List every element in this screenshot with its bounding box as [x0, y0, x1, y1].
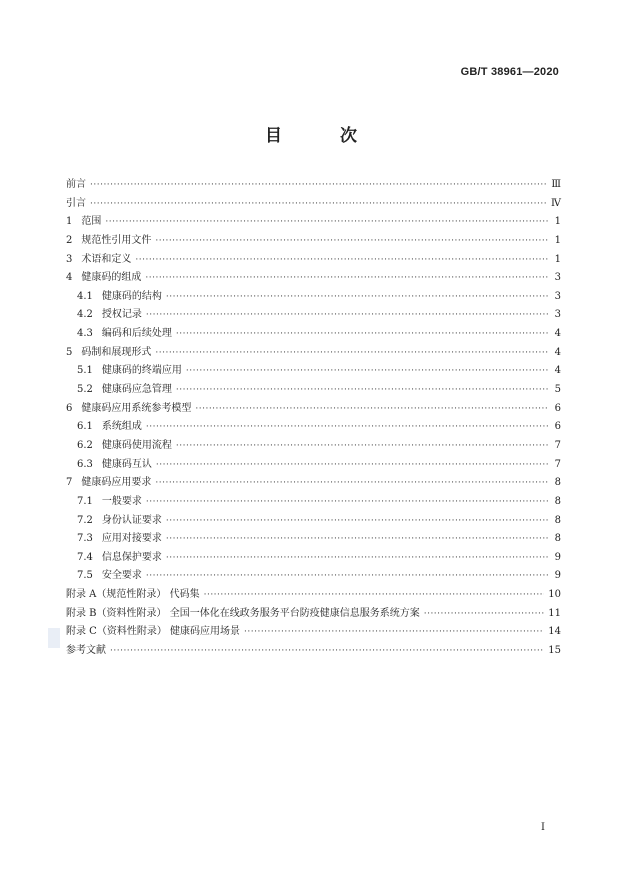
toc-entry-number: 7.1	[77, 495, 93, 507]
toc-leader-dots	[166, 292, 549, 302]
toc-entry-title: 健康码的终端应用	[101, 365, 182, 377]
toc-entry[interactable]	[66, 604, 561, 623]
toc-leader-dots	[176, 385, 549, 395]
toc-entry-title: 附录 C（资料性附录） 健康码应用场景	[66, 626, 241, 638]
toc-entry-number: 4	[66, 272, 73, 284]
toc-entry-title: 健康码的结构	[101, 290, 162, 302]
toc-entry[interactable]	[66, 492, 561, 511]
toc-entry-title: 附录 A（规范性附录） 代码集	[66, 589, 200, 601]
toc-entry[interactable]	[66, 585, 561, 604]
toc-title: 目 次	[265, 126, 383, 146]
toc-leader-dots	[195, 404, 549, 414]
toc-entry[interactable]	[66, 455, 561, 474]
toc-entry-number: 4.3	[77, 328, 93, 340]
toc-entry-title: 系统组成	[101, 421, 142, 433]
toc-entry-number: 7.2	[77, 514, 93, 526]
toc-leader-dots	[244, 627, 544, 637]
toc-entry-title: 安全要求	[101, 570, 142, 582]
toc-entry-title: 健康码应急管理	[101, 384, 172, 396]
toc-entry-title: 健康码的组成	[81, 272, 142, 284]
toc-entry-number: 3	[66, 253, 73, 265]
toc-entry-number: 2	[66, 234, 73, 246]
toc-entry-number: 6	[66, 402, 73, 414]
toc-leader-dots	[166, 516, 549, 526]
toc-entry-page: 6	[554, 421, 561, 433]
toc-entry[interactable]	[66, 231, 561, 250]
toc-entry-title: 附录 B（资料性附录） 全国一体化在线政务服务平台防疫健康信息服务系统方案	[66, 607, 420, 619]
toc-entry-title: 码制和展现形式	[81, 346, 152, 358]
toc-entry-number: 4.2	[77, 309, 93, 321]
toc-entry-title: 范围	[81, 216, 102, 228]
toc-entry-number: 7	[66, 477, 73, 489]
toc-entry-page: 6	[554, 402, 561, 414]
toc-leader-dots	[110, 646, 544, 656]
toc-entry[interactable]	[66, 548, 561, 567]
toc-entry-page: 8	[554, 477, 561, 489]
standard-number: GB/T 38961—2020	[460, 66, 559, 78]
toc-entry[interactable]	[66, 566, 561, 585]
toc-leader-dots	[166, 553, 549, 563]
toc-entry-number: 5.1	[77, 365, 93, 377]
toc-leader-dots	[145, 273, 549, 283]
toc-leader-dots	[135, 255, 549, 265]
toc-entry-page: 9	[554, 570, 561, 582]
toc-entry[interactable]	[66, 287, 561, 306]
toc-entry-page: Ⅳ	[551, 197, 561, 209]
toc-entry[interactable]	[66, 324, 561, 343]
toc-leader-dots	[176, 441, 549, 451]
toc-entry-page: 11	[548, 607, 561, 619]
toc-leader-dots	[186, 366, 549, 376]
toc-entry-page: 1	[554, 216, 561, 228]
toc-entry-title: 引言	[66, 197, 86, 209]
toc-leader-dots	[156, 460, 549, 470]
toc-leader-dots	[146, 422, 549, 432]
toc-entry-number: 7.5	[77, 570, 93, 582]
toc-leader-dots	[155, 348, 549, 358]
toc-entry-number: 6.1	[77, 421, 93, 433]
toc-entry-title: 规范性引用文件	[81, 234, 152, 246]
toc-entry-page: 9	[554, 551, 561, 563]
toc-entry-title: 健康码应用系统参考模型	[81, 402, 192, 414]
toc-entry[interactable]	[66, 212, 561, 231]
toc-entry[interactable]	[66, 399, 561, 418]
toc-entry[interactable]	[66, 436, 561, 455]
toc-entry-title: 健康码使用流程	[101, 439, 172, 451]
toc-leader-dots	[204, 590, 545, 600]
toc-entry-number: 4.1	[77, 290, 93, 302]
toc-entry-number: 6.3	[77, 458, 93, 470]
toc-entry-page: Ⅲ	[551, 179, 561, 190]
toc-entry[interactable]	[66, 175, 561, 194]
toc-leader-dots	[146, 571, 549, 581]
toc-entry[interactable]	[66, 473, 561, 492]
toc-entry-title: 参考文献	[66, 645, 106, 657]
toc-entry[interactable]	[66, 529, 561, 548]
toc-entry-page: 4	[554, 365, 561, 377]
toc-leader-dots	[155, 478, 549, 488]
toc-entry[interactable]	[66, 380, 561, 399]
toc-entry-title: 前言	[66, 179, 86, 190]
toc-entry-page: 14	[548, 626, 561, 638]
toc-entry-number: 5	[66, 346, 73, 358]
toc-list	[66, 175, 561, 660]
toc-entry[interactable]	[66, 343, 561, 362]
toc-entry-page: 8	[554, 533, 561, 545]
toc-leader-dots	[90, 180, 547, 190]
toc-entry-page: 4	[554, 328, 561, 340]
toc-entry-page: 10	[548, 589, 561, 601]
toc-entry-page: 3	[554, 309, 561, 321]
toc-entry[interactable]	[66, 268, 561, 287]
toc-entry[interactable]	[66, 361, 561, 380]
toc-entry-number: 6.2	[77, 439, 93, 451]
toc-entry-page: 4	[554, 346, 561, 358]
toc-entry[interactable]	[66, 511, 561, 530]
page-number: I	[541, 822, 545, 833]
toc-entry-number: 5.2	[77, 384, 93, 396]
toc-entry-title: 健康码互认	[101, 458, 152, 470]
toc-entry-page: 8	[554, 495, 561, 507]
toc-entry-number: 1	[66, 216, 73, 228]
toc-entry-title: 授权记录	[101, 309, 142, 321]
toc-entry-title: 一般要求	[101, 495, 142, 507]
toc-entry-page: 1	[554, 234, 561, 246]
toc-entry[interactable]	[66, 622, 561, 641]
toc-entry-page: 5	[554, 384, 561, 396]
side-marker	[48, 628, 60, 648]
toc-entry-title: 应用对接要求	[101, 533, 162, 545]
toc-leader-dots	[166, 534, 549, 544]
toc-leader-dots	[146, 310, 549, 320]
toc-leader-dots	[424, 609, 545, 619]
toc-entry[interactable]	[66, 641, 561, 660]
toc-entry-page: 3	[554, 290, 561, 302]
toc-entry-title: 信息保护要求	[101, 551, 162, 563]
toc-entry[interactable]	[66, 305, 561, 324]
toc-leader-dots	[155, 236, 549, 246]
toc-entry-page: 1	[554, 253, 561, 265]
toc-entry-page: 8	[554, 514, 561, 526]
toc-entry-title: 术语和定义	[81, 253, 132, 265]
toc-entry[interactable]	[66, 194, 561, 213]
toc-leader-dots	[146, 497, 549, 507]
toc-entry-page: 7	[554, 458, 561, 470]
toc-entry-number: 7.4	[77, 551, 93, 563]
toc-entry[interactable]	[66, 250, 561, 269]
toc-leader-dots	[90, 199, 547, 209]
toc-entry-title: 健康码应用要求	[81, 477, 152, 489]
toc-entry-page: 15	[548, 645, 561, 657]
toc-entry-page: 7	[554, 439, 561, 451]
toc-entry-number: 7.3	[77, 533, 93, 545]
toc-entry-page: 3	[554, 272, 561, 284]
toc-leader-dots	[105, 217, 549, 227]
toc-leader-dots	[176, 329, 549, 339]
toc-entry[interactable]	[66, 417, 561, 436]
toc-entry-title: 身份认证要求	[101, 514, 162, 526]
toc-entry-title: 编码和后续处理	[101, 328, 172, 340]
